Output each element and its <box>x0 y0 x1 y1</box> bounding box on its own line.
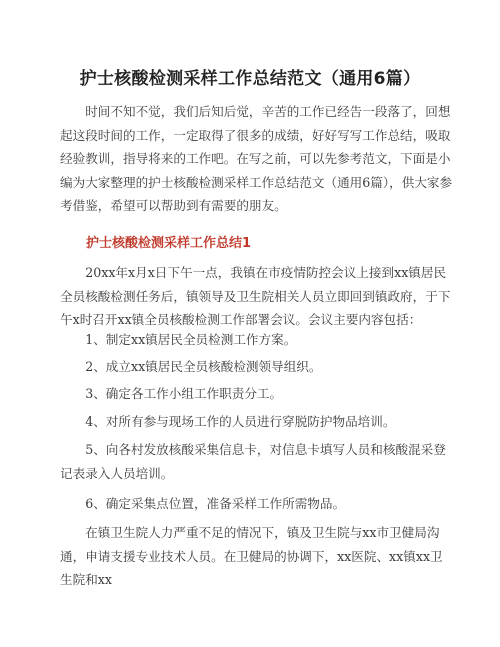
document-title: 护士核酸检测采样工作总结范文（通用6篇） <box>79 69 421 89</box>
list-item: 2、成立xx镇居民全员核酸检测领导组织。 <box>85 359 322 374</box>
list-item: 1、制定xx镇居民全员检测工作方案。 <box>85 332 297 347</box>
section-paragraph: 20xx年x月x日下午一点，我镇在市疫情防控会议上接到xx镇居民全员核酸检测任务后，镇领导及卫生院相关人员立即回到镇政府，于下午x时召开xx镇全员核酸检测工作部署会议。会议主要内容包括： <box>60 265 451 327</box>
section-heading: 护士核酸检测采样工作总结1 <box>86 236 252 251</box>
list-item: 5、向各村发放核酸采集信息卡，对信息卡填写人员和核酸混采登记表录入人员培训。 <box>60 442 446 481</box>
list-item: 6、确定采集点位置，准备采样工作所需物品。 <box>85 496 346 511</box>
closing-paragraph: 在镇卫生院人力严重不足的情况下，镇及卫生院与xx市卫健局沟通，申请支援专业技术人员。在卫健局的协调下，xx医院、xx镇xx卫生院和xx <box>60 525 443 587</box>
list-item: 4、对所有参与现场工作的人员进行穿脱防护物品培训。 <box>85 414 396 429</box>
intro-paragraph: 时间不知不觉，我们后知后觉，辛苦的工作已经告一段落了，回想起这段时间的工作，一定取得了很多的成绩，好好写写工作总结，吸取经验教训，指导将来的工作吧。在写之前，可以先参考范文，下面是小编为大家整理的护士核酸检测采样工作总结范文（通用6篇），供大家参考借鉴，希望可以帮助到有需要的朋友。 <box>60 104 453 213</box>
list-item: 3、确定各工作小组工作职责分工。 <box>85 386 283 401</box>
